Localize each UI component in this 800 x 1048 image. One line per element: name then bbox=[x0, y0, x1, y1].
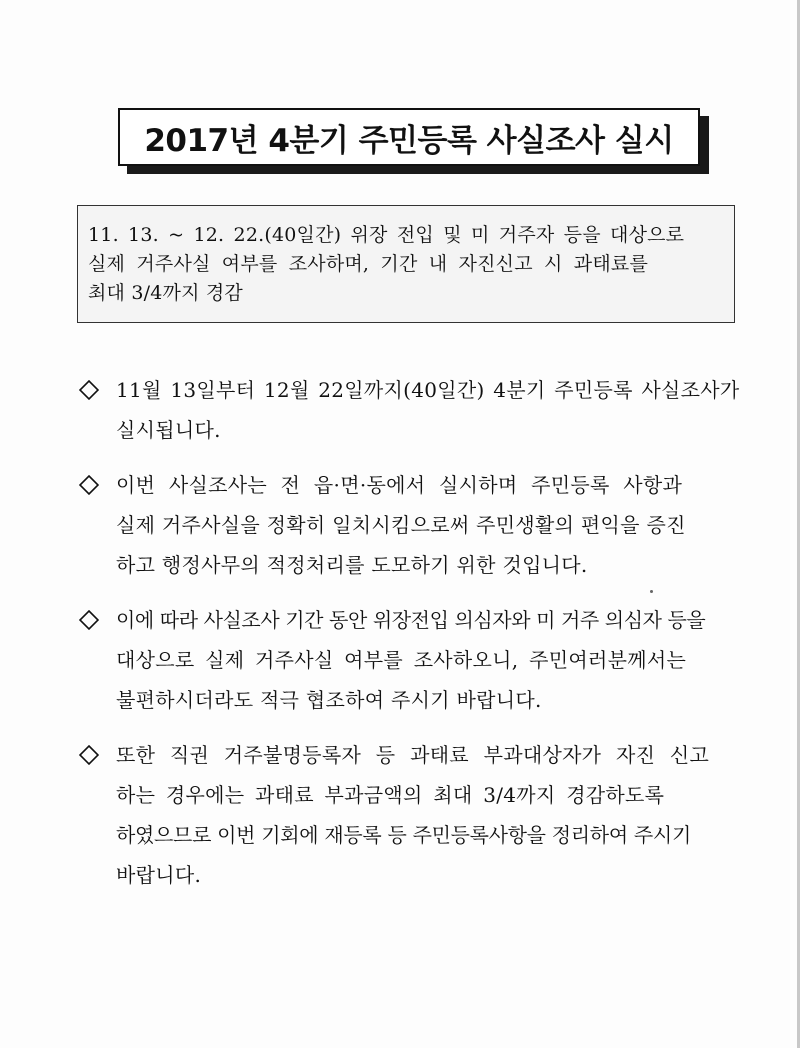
diamond-outline-icon bbox=[76, 600, 102, 640]
paragraph bbox=[76, 600, 756, 720]
paragraph bbox=[76, 735, 756, 895]
paragraph-line: 또한 직권 거주불명등록자 등 과태료 부과대상자가 자진 신고 bbox=[116, 743, 710, 767]
paragraph bbox=[76, 370, 756, 450]
paragraph-line: 불편하시더라도 적극 협조하여 주시기 바랍니다. bbox=[116, 688, 542, 712]
paragraph-line: 실제 거주사실을 정확히 일치시킴으로써 주민생활의 편익을 증진 bbox=[116, 513, 686, 537]
summary-line: 실제 거주사실 여부를 조사하며, 기간 내 자진신고 시 과태료를 bbox=[88, 253, 649, 275]
title-banner bbox=[118, 108, 700, 166]
paragraph-line: 이에 따라 사실조사 기간 동안 위장전입 의심자와 미 거주 의심자 등을 bbox=[116, 608, 706, 632]
paragraph-line: 대상으로 실제 거주사실 여부를 조사하오니, 주민여러분께서는 bbox=[116, 648, 687, 672]
paragraph-line: 하였으므로 이번 기회에 재등록 등 주민등록사항을 정리하여 주시기 bbox=[116, 823, 691, 847]
paragraph-line: 하고 행정사무의 적정처리를 도모하기 위한 것입니다. bbox=[116, 553, 588, 577]
summary-line: 최대 3/4까지 경감 bbox=[88, 282, 243, 304]
page-title: 2017년 4분기 주민등록 사실조사 실시 bbox=[144, 122, 674, 159]
paragraph-line: 실시됩니다. bbox=[116, 418, 221, 442]
paragraph-line: 바랍니다. bbox=[116, 863, 202, 887]
summary-line: 11. 13. ~ 12. 22.(40일간) 위장 전입 및 미 거주자 등을 대상으로 bbox=[88, 224, 685, 246]
scan-speck bbox=[650, 590, 653, 593]
summary-box bbox=[77, 205, 735, 323]
paragraph-line: 11월 13일부터 12월 22일까지(40일간) 4분기 주민등록 사실조사가 bbox=[116, 378, 740, 402]
diamond-outline-icon bbox=[76, 370, 102, 410]
title-box bbox=[118, 108, 700, 166]
paragraph bbox=[76, 465, 756, 585]
diamond-outline-icon bbox=[76, 465, 102, 505]
diamond-outline-icon bbox=[76, 735, 102, 775]
paragraph-line: 이번 사실조사는 전 읍·면·동에서 실시하며 주민등록 사항과 bbox=[116, 473, 683, 497]
paragraph-line: 하는 경우에는 과태료 부과금액의 최대 3/4까지 경감하도록 bbox=[116, 783, 665, 807]
